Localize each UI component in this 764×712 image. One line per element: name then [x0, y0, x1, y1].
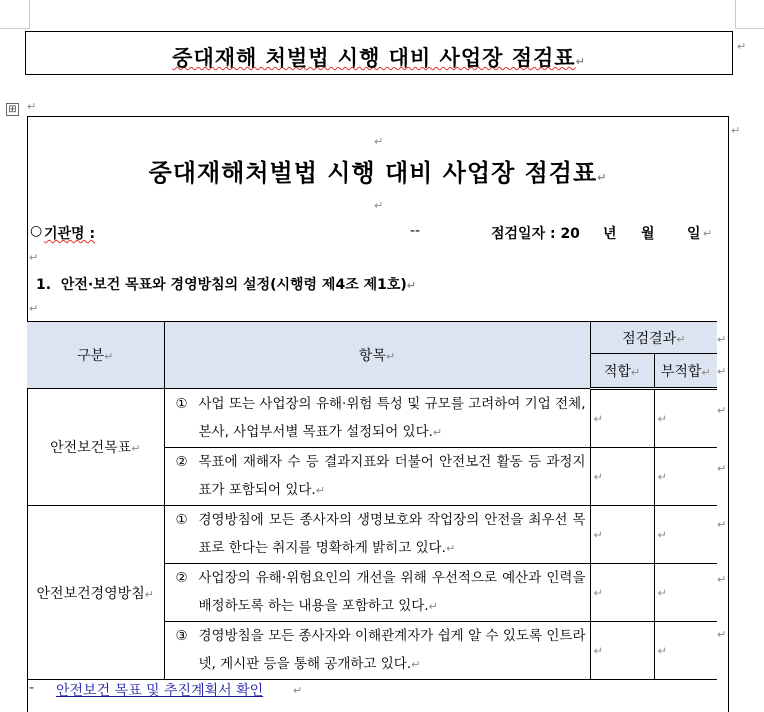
date-month-label: 월: [641, 226, 655, 242]
item-cell: [164, 506, 590, 564]
item-text: 목표에 재해자 수 등 결과지표와 더불어 안전보건 활동 등 과정지표가 포함되어 있다.↵: [198, 454, 586, 498]
header-fail: 부적합↵: [654, 354, 717, 389]
row-end-mark: ↵: [717, 518, 727, 531]
paragraph-mark: ↵: [731, 124, 741, 137]
table-move-handle-icon[interactable]: ⊞: [6, 103, 19, 116]
paragraph-mark: ↵: [703, 227, 713, 240]
row-end-mark: ↵: [717, 573, 727, 586]
header-result: 점검결과↵: [590, 322, 717, 354]
page-corner-guide: [735, 0, 736, 28]
pass-checkbox-cell[interactable]: ↵: [590, 506, 654, 564]
row-end-mark: ↵: [717, 462, 727, 475]
paragraph-mark: ↵: [27, 100, 37, 113]
fail-checkbox-cell[interactable]: ↵: [654, 448, 717, 506]
item-number: ③: [175, 628, 188, 644]
item-cell: [164, 389, 590, 448]
table-row: [27, 389, 717, 448]
paragraph-mark: ↵: [737, 40, 747, 53]
item-number: ②: [175, 454, 188, 470]
check-plan-link[interactable]: 안전보건 목표 및 추진계획서 확인: [56, 683, 264, 699]
item-text: 경영방침에 모든 종사자의 생명보호와 작업장의 안전을 최우선 목표로 한다는 취지를 명확하게 밝히고 있다.↵: [198, 512, 586, 556]
fail-checkbox-cell[interactable]: ↵: [654, 506, 717, 564]
fail-checkbox-cell[interactable]: ↵: [654, 564, 717, 622]
paragraph-mark: ↵: [293, 684, 303, 697]
header-category: 구분↵: [27, 322, 164, 389]
item-cell: [164, 622, 590, 680]
item-cell: [164, 564, 590, 622]
page-corner-guide: [0, 28, 30, 29]
item-text: 경영방침을 모든 종사자와 이해관계자가 쉽게 알 수 있도록 인트라넷, 게시판 등을 통해 공개하고 있다.↵: [198, 628, 586, 672]
date-year-label: 년: [603, 226, 617, 242]
table-header-row: [27, 322, 717, 354]
fail-checkbox-cell[interactable]: ↵: [654, 622, 717, 680]
paragraph-mark: ↵: [374, 199, 384, 212]
page-corner-guide: [29, 0, 30, 28]
category-cell: 안전보건경영방침↵: [27, 506, 164, 680]
row-end-mark: ↵: [717, 404, 727, 417]
document-title: 중대재해처벌법 시행 대비 사업장 점검표↵: [148, 159, 608, 187]
header-pass: 적합↵: [590, 354, 654, 389]
item-text: 사업장의 유해·위험요인의 개선을 위해 우선적으로 예산과 인력을 배정하도록 하는 내용을 포함하고 있다.↵: [198, 570, 586, 614]
item-number: ①: [175, 512, 188, 528]
info-dash: --: [410, 223, 421, 239]
footer-dash: -: [29, 680, 35, 696]
item-number: ②: [175, 570, 188, 586]
item-text: 사업 또는 사업장의 유해·위험 특성 및 규모를 고려하여 기업 전체, 본사, 사업부서별 목표가 설정되어 있다.↵: [198, 395, 586, 440]
fail-checkbox-cell[interactable]: ↵: [654, 389, 717, 448]
row-end-mark: ↵: [717, 333, 727, 346]
category-cell: 안전보건목표↵: [27, 389, 164, 506]
top-title-box: [25, 31, 733, 75]
date-day-label: 일: [687, 226, 701, 242]
header-item: 항목↵: [164, 322, 590, 389]
date-label: 점검일자 : 20: [491, 226, 580, 242]
item-cell: [164, 448, 590, 506]
pass-checkbox-cell[interactable]: ↵: [590, 564, 654, 622]
pass-checkbox-cell[interactable]: ↵: [590, 622, 654, 680]
item-number: ①: [175, 395, 188, 412]
paragraph-mark: ↵: [374, 135, 384, 148]
bullet-symbol: ○: [30, 223, 43, 239]
page-corner-guide: [735, 28, 764, 29]
org-label: 기관명 :: [44, 226, 96, 242]
table-row: [27, 506, 717, 564]
section-heading: 1. 안전·보건 목표와 경영방침의 설정(시행령 제4조 제1호)↵: [36, 277, 417, 293]
pass-checkbox-cell[interactable]: ↵: [590, 448, 654, 506]
row-end-mark: ↵: [717, 365, 727, 378]
pass-checkbox-cell[interactable]: ↵: [590, 389, 654, 448]
checklist-table: [27, 321, 717, 680]
top-title: 중대재해 처벌법 시행 대비 사업장 점검표↵: [172, 46, 586, 70]
paragraph-mark: ↵: [29, 251, 39, 264]
paragraph-mark: ↵: [29, 302, 39, 315]
row-end-mark: ↵: [717, 628, 727, 641]
